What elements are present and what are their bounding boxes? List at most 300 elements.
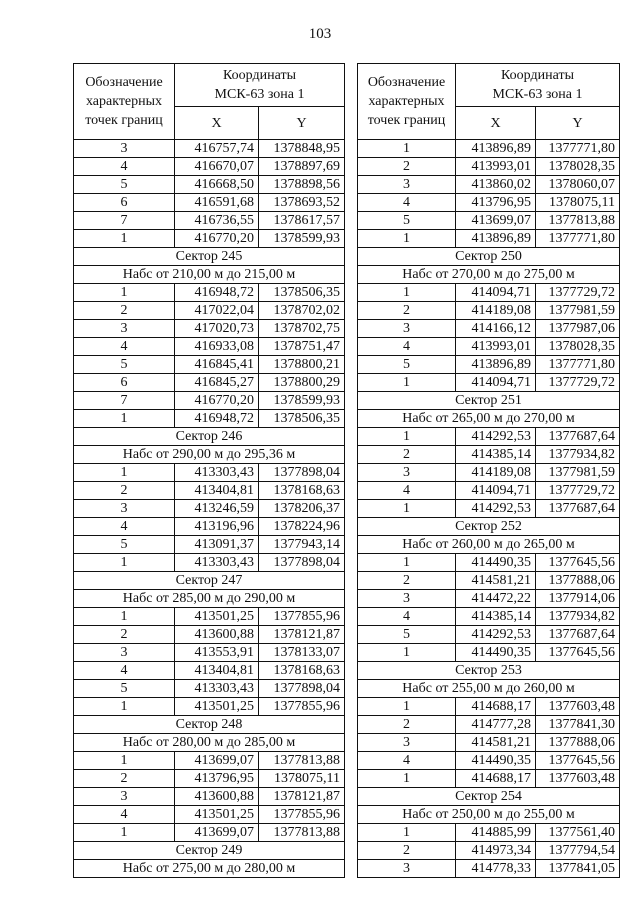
x-value: 414472,22: [456, 590, 536, 608]
point-number: 2: [358, 446, 456, 464]
y-value: 1377855,96: [259, 698, 345, 716]
section-label: Сектор 247: [74, 572, 345, 590]
y-value: 1377841,05: [536, 860, 620, 878]
table-row: [74, 464, 345, 482]
y-value: 1377603,48: [536, 770, 620, 788]
table-row: [358, 158, 620, 176]
x-value: 413501,25: [175, 608, 259, 626]
point-label-header: [358, 64, 456, 140]
section-label: Сектор 248: [74, 716, 345, 734]
point-number: 2: [358, 302, 456, 320]
y-value: 1377813,88: [536, 212, 620, 230]
point-number: 4: [358, 194, 456, 212]
point-number: 3: [358, 734, 456, 752]
point-number: 1: [358, 230, 456, 248]
x-value: 414885,99: [456, 824, 536, 842]
y-value: 1378506,35: [259, 284, 345, 302]
point-number: 1: [74, 284, 175, 302]
section-label: Сектор 253: [358, 662, 620, 680]
point-number: 1: [74, 824, 175, 842]
table-row: [358, 590, 620, 608]
point-number: 4: [74, 158, 175, 176]
table-row: [358, 356, 620, 374]
table-row: [74, 824, 345, 842]
section-row: [358, 266, 620, 284]
y-value: 1378898,56: [259, 176, 345, 194]
table-row: [358, 230, 620, 248]
y-value: 1378702,02: [259, 302, 345, 320]
x-value: 414292,53: [456, 500, 536, 518]
x-value: 413896,89: [456, 356, 536, 374]
y-value: 1377981,59: [536, 302, 620, 320]
x-value: 413699,07: [456, 212, 536, 230]
x-value: 413699,07: [175, 824, 259, 842]
x-value: 414189,08: [456, 302, 536, 320]
x-value: 414094,71: [456, 284, 536, 302]
x-value: 414688,17: [456, 698, 536, 716]
coordinates-table-right: [357, 63, 620, 878]
table-row: [74, 662, 345, 680]
x-value: 417022,04: [175, 302, 259, 320]
x-value: 414581,21: [456, 734, 536, 752]
table-row: [358, 626, 620, 644]
section-label: Набс от 290,00 м до 295,36 м: [74, 446, 345, 464]
y-value: 1377987,06: [536, 320, 620, 338]
table-row: [358, 698, 620, 716]
point-number: 1: [74, 464, 175, 482]
y-value: 1377888,06: [536, 734, 620, 752]
y-value: 1378075,11: [259, 770, 345, 788]
point-number: 1: [74, 608, 175, 626]
section-row: [358, 788, 620, 806]
y-value: 1378133,07: [259, 644, 345, 662]
section-label: Сектор 251: [358, 392, 620, 410]
table-row: [358, 284, 620, 302]
x-value: 416933,08: [175, 338, 259, 356]
point-number: 6: [74, 374, 175, 392]
section-row: [358, 248, 620, 266]
x-value: 413896,89: [456, 140, 536, 158]
table-row: [74, 212, 345, 230]
x-value: 416757,74: [175, 140, 259, 158]
y-value: 1378693,52: [259, 194, 345, 212]
y-value: 1377561,40: [536, 824, 620, 842]
table-row: [74, 608, 345, 626]
section-label: Набс от 275,00 м до 280,00 м: [74, 860, 345, 878]
table-row: [74, 320, 345, 338]
x-value: 414189,08: [456, 464, 536, 482]
table-body: [358, 140, 620, 878]
table-row: [74, 518, 345, 536]
header-line: Обозначение: [85, 75, 163, 90]
y-value: 1377981,59: [536, 464, 620, 482]
header-line: характерных: [368, 94, 445, 109]
table-row: [358, 572, 620, 590]
coordinates-table-left: [73, 63, 345, 878]
y-value: 1377687,64: [536, 626, 620, 644]
table-row: [74, 788, 345, 806]
point-number: 6: [74, 194, 175, 212]
y-value: 1377943,14: [259, 536, 345, 554]
section-row: [74, 734, 345, 752]
x-value: 414385,14: [456, 446, 536, 464]
point-number: 1: [358, 284, 456, 302]
section-label: Набс от 265,00 м до 270,00 м: [358, 410, 620, 428]
x-value: 414490,35: [456, 752, 536, 770]
point-number: 2: [358, 158, 456, 176]
section-label: Набс от 260,00 м до 265,00 м: [358, 536, 620, 554]
x-value: 414777,28: [456, 716, 536, 734]
table-row: [358, 428, 620, 446]
point-number: 5: [74, 680, 175, 698]
table-row: [358, 464, 620, 482]
x-value: 414778,33: [456, 860, 536, 878]
point-number: 5: [74, 176, 175, 194]
x-value: 413303,43: [175, 554, 259, 572]
page-number: 103: [308, 26, 332, 42]
table-row: [358, 770, 620, 788]
point-number: 3: [358, 176, 456, 194]
y-value: 1377729,72: [536, 284, 620, 302]
section-row: [74, 716, 345, 734]
section-label: Сектор 249: [74, 842, 345, 860]
x-value: 413993,01: [456, 338, 536, 356]
y-value: 1378848,95: [259, 140, 345, 158]
section-label: Сектор 246: [74, 428, 345, 446]
y-value: 1377687,64: [536, 500, 620, 518]
table-header-row: [74, 64, 345, 107]
table-row: [358, 176, 620, 194]
point-number: 5: [74, 536, 175, 554]
header-line: Обозначение: [367, 75, 446, 90]
table-row: [358, 500, 620, 518]
x-value: 413196,96: [175, 518, 259, 536]
x-value: 414094,71: [456, 482, 536, 500]
x-value: 414688,17: [456, 770, 536, 788]
x-header: X: [175, 107, 259, 140]
section-label: Набс от 210,00 м до 215,00 м: [74, 266, 345, 284]
x-value: 413796,95: [456, 194, 536, 212]
table-body: [74, 140, 345, 878]
x-value: 416948,72: [175, 410, 259, 428]
section-label: Сектор 250: [358, 248, 620, 266]
point-number: 3: [358, 590, 456, 608]
point-number: 3: [74, 320, 175, 338]
y-value: 1377645,56: [536, 644, 620, 662]
x-value: 413553,91: [175, 644, 259, 662]
y-value: 1378060,07: [536, 176, 620, 194]
y-value: 1377813,88: [259, 752, 345, 770]
point-number: 3: [74, 500, 175, 518]
x-value: 416591,68: [175, 194, 259, 212]
table-row: [74, 806, 345, 824]
table-row: [74, 410, 345, 428]
section-row: [74, 842, 345, 860]
y-value: 1377645,56: [536, 752, 620, 770]
x-value: 413993,01: [456, 158, 536, 176]
header-line: МСК-63 зона 1: [492, 87, 583, 102]
point-number: 1: [358, 500, 456, 518]
y-value: 1377914,06: [536, 590, 620, 608]
point-number: 3: [74, 788, 175, 806]
y-value: 1378121,87: [259, 788, 345, 806]
x-value: 414973,34: [456, 842, 536, 860]
point-label-header: [74, 64, 175, 140]
table-row: [74, 554, 345, 572]
y-value: 1377729,72: [536, 374, 620, 392]
y-value: 1378702,75: [259, 320, 345, 338]
table-row: [74, 500, 345, 518]
y-value: 1378206,37: [259, 500, 345, 518]
section-row: [74, 446, 345, 464]
point-number: 1: [358, 428, 456, 446]
y-value: 1377855,96: [259, 608, 345, 626]
section-row: [74, 428, 345, 446]
y-value: 1377645,56: [536, 554, 620, 572]
section-row: [358, 662, 620, 680]
x-value: 414490,35: [456, 554, 536, 572]
x-header: X: [456, 107, 536, 140]
section-label: Сектор 245: [74, 248, 345, 266]
y-value: 1377603,48: [536, 698, 620, 716]
table-row: [358, 338, 620, 356]
point-number: 5: [358, 626, 456, 644]
point-number: 1: [358, 770, 456, 788]
point-number: 4: [74, 338, 175, 356]
y-value: 1378617,57: [259, 212, 345, 230]
table-row: [74, 194, 345, 212]
x-value: 416845,27: [175, 374, 259, 392]
table-row: [358, 824, 620, 842]
y-value: 1378800,29: [259, 374, 345, 392]
table-row: [358, 860, 620, 878]
y-value: 1377898,04: [259, 680, 345, 698]
section-row: [74, 266, 345, 284]
point-number: 3: [358, 464, 456, 482]
header-line: Координаты: [501, 68, 574, 83]
x-value: 413303,43: [175, 680, 259, 698]
x-value: 414490,35: [456, 644, 536, 662]
table-row: [74, 338, 345, 356]
table-row: [74, 302, 345, 320]
section-row: [358, 518, 620, 536]
section-label: Набс от 255,00 м до 260,00 м: [358, 680, 620, 698]
point-number: 1: [358, 554, 456, 572]
point-number: 1: [74, 554, 175, 572]
header-line: Координаты: [223, 68, 296, 83]
table-row: [74, 626, 345, 644]
y-value: 1378599,93: [259, 392, 345, 410]
point-number: 1: [358, 824, 456, 842]
section-label: Сектор 254: [358, 788, 620, 806]
y-value: 1378168,63: [259, 482, 345, 500]
x-value: 416770,20: [175, 230, 259, 248]
table-row: [74, 356, 345, 374]
y-value: 1377898,04: [259, 554, 345, 572]
point-number: 2: [358, 572, 456, 590]
table-row: [74, 176, 345, 194]
y-value: 1377771,80: [536, 230, 620, 248]
table-row: [358, 212, 620, 230]
point-number: 4: [74, 806, 175, 824]
x-value: 413796,95: [175, 770, 259, 788]
table-row: [74, 374, 345, 392]
table-row: [358, 446, 620, 464]
x-value: 413091,37: [175, 536, 259, 554]
y-value: 1377687,64: [536, 428, 620, 446]
point-number: 2: [74, 626, 175, 644]
y-value: 1378028,35: [536, 158, 620, 176]
table-header-row: [358, 64, 620, 107]
header-line: точек границ: [85, 113, 163, 128]
point-number: 4: [74, 518, 175, 536]
y-value: 1378506,35: [259, 410, 345, 428]
table-row: [358, 644, 620, 662]
x-value: 416670,07: [175, 158, 259, 176]
point-number: 7: [74, 392, 175, 410]
section-row: [358, 392, 620, 410]
coords-header: [456, 64, 620, 107]
x-value: 416668,50: [175, 176, 259, 194]
point-number: 3: [74, 644, 175, 662]
table-row: [74, 284, 345, 302]
point-number: 3: [74, 140, 175, 158]
point-number: 2: [358, 716, 456, 734]
y-value: 1377934,82: [536, 608, 620, 626]
x-value: 413303,43: [175, 464, 259, 482]
table-row: [74, 158, 345, 176]
x-value: 413600,88: [175, 626, 259, 644]
y-header: Y: [536, 107, 620, 140]
y-value: 1378028,35: [536, 338, 620, 356]
point-number: 5: [358, 212, 456, 230]
x-value: 414292,53: [456, 428, 536, 446]
y-value: 1377841,30: [536, 716, 620, 734]
section-row: [74, 860, 345, 878]
y-value: 1377813,88: [259, 824, 345, 842]
point-number: 2: [74, 482, 175, 500]
x-value: 413860,02: [456, 176, 536, 194]
point-number: 4: [358, 608, 456, 626]
y-value: 1378800,21: [259, 356, 345, 374]
section-row: [74, 248, 345, 266]
point-number: 1: [358, 698, 456, 716]
x-value: 416845,41: [175, 356, 259, 374]
x-value: 413501,25: [175, 698, 259, 716]
section-row: [358, 806, 620, 824]
table-row: [74, 482, 345, 500]
y-value: 1378897,69: [259, 158, 345, 176]
table-row: [358, 374, 620, 392]
point-number: 2: [358, 842, 456, 860]
table-row: [74, 140, 345, 158]
table-row: [358, 482, 620, 500]
x-value: 414385,14: [456, 608, 536, 626]
x-value: 416770,20: [175, 392, 259, 410]
point-number: 5: [358, 356, 456, 374]
y-header: Y: [259, 107, 345, 140]
y-value: 1377855,96: [259, 806, 345, 824]
point-number: 3: [358, 320, 456, 338]
point-number: 4: [74, 662, 175, 680]
point-number: 1: [74, 410, 175, 428]
table-row: [74, 680, 345, 698]
y-value: 1377771,80: [536, 140, 620, 158]
y-value: 1378168,63: [259, 662, 345, 680]
x-value: 414581,21: [456, 572, 536, 590]
x-value: 414292,53: [456, 626, 536, 644]
y-value: 1378751,47: [259, 338, 345, 356]
table-row: [74, 770, 345, 788]
x-value: 417020,73: [175, 320, 259, 338]
point-number: 1: [74, 698, 175, 716]
x-value: 416736,55: [175, 212, 259, 230]
table-row: [358, 302, 620, 320]
point-number: 4: [358, 752, 456, 770]
x-value: 416948,72: [175, 284, 259, 302]
x-value: 413600,88: [175, 788, 259, 806]
point-number: 7: [74, 212, 175, 230]
table-row: [358, 608, 620, 626]
point-number: 1: [358, 374, 456, 392]
point-number: 3: [358, 860, 456, 878]
point-number: 2: [74, 770, 175, 788]
coords-header: [175, 64, 345, 107]
point-number: 1: [74, 230, 175, 248]
section-label: Сектор 252: [358, 518, 620, 536]
table-row: [358, 140, 620, 158]
section-label: Набс от 250,00 м до 255,00 м: [358, 806, 620, 824]
table-row: [74, 536, 345, 554]
table-row: [358, 554, 620, 572]
table-row: [358, 320, 620, 338]
x-value: 413699,07: [175, 752, 259, 770]
header-line: характерных: [85, 94, 163, 109]
section-row: [358, 680, 620, 698]
table-row: [74, 752, 345, 770]
table-row: [74, 230, 345, 248]
table-row: [74, 644, 345, 662]
table-row: [358, 734, 620, 752]
table-row: [358, 194, 620, 212]
y-value: 1378599,93: [259, 230, 345, 248]
x-value: 413404,81: [175, 662, 259, 680]
y-value: 1377771,80: [536, 356, 620, 374]
y-value: 1377888,06: [536, 572, 620, 590]
table-row: [358, 842, 620, 860]
point-number: 1: [74, 752, 175, 770]
table-row: [358, 752, 620, 770]
y-value: 1378121,87: [259, 626, 345, 644]
point-number: 2: [74, 302, 175, 320]
point-number: 1: [358, 140, 456, 158]
section-label: Набс от 280,00 м до 285,00 м: [74, 734, 345, 752]
y-value: 1377934,82: [536, 446, 620, 464]
header-line: МСК-63 зона 1: [214, 87, 305, 102]
y-value: 1378224,96: [259, 518, 345, 536]
point-number: 5: [74, 356, 175, 374]
x-value: 413404,81: [175, 482, 259, 500]
table-row: [74, 698, 345, 716]
header-line: точек границ: [367, 113, 446, 128]
x-value: 414094,71: [456, 374, 536, 392]
section-row: [358, 410, 620, 428]
x-value: 414166,12: [456, 320, 536, 338]
y-value: 1377729,72: [536, 482, 620, 500]
x-value: 413896,89: [456, 230, 536, 248]
table-row: [74, 392, 345, 410]
y-value: 1377794,54: [536, 842, 620, 860]
